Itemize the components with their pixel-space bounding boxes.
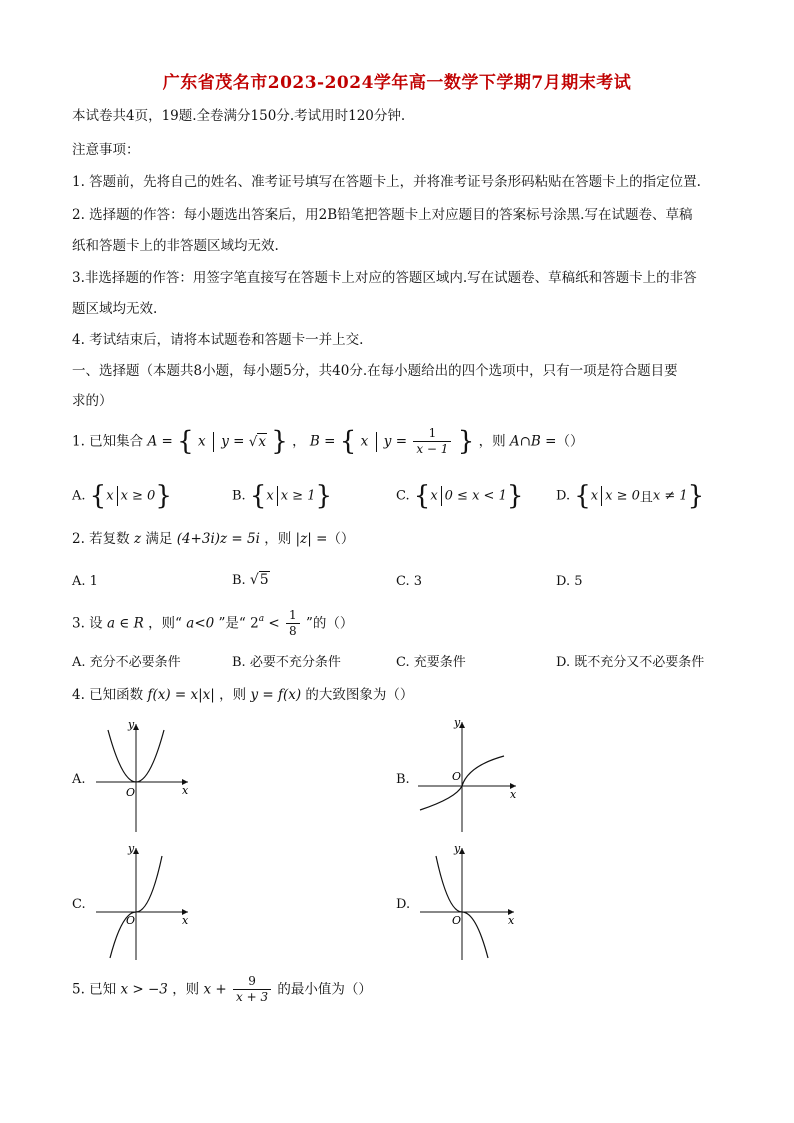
q1-fraction bbox=[413, 426, 451, 457]
q2-option-d[interactable]: D. 5 bbox=[556, 574, 583, 589]
note-2-cont: 纸和答题卡上的非答题区域均无效. bbox=[72, 238, 279, 254]
graph-c-origin: O bbox=[126, 914, 136, 927]
q1-opt-a-right-brace: } bbox=[155, 481, 172, 511]
q3-prompt: 3. 设 bbox=[72, 615, 103, 632]
section-heading-cont: 求的） bbox=[72, 393, 113, 409]
question-4 bbox=[72, 686, 413, 704]
q3-frac-numerator: 1 bbox=[286, 608, 300, 624]
q3-lt: < bbox=[268, 615, 280, 632]
q1-sqrt-radicand: x bbox=[258, 433, 266, 450]
graph-b-y-label: y bbox=[454, 716, 461, 729]
q5-frac-numerator: 9 bbox=[233, 974, 271, 990]
q1-set-b-name: B bbox=[309, 433, 320, 450]
q5-fraction bbox=[233, 974, 271, 1005]
graph-a-y-label: y bbox=[128, 718, 135, 731]
q4-graph-b[interactable] bbox=[412, 716, 522, 836]
q1-set-a-name: A bbox=[147, 433, 158, 450]
q1-opt-d-cond2: x ≠ 1 bbox=[652, 488, 688, 504]
q1-opt-b-right-brace: } bbox=[315, 481, 333, 511]
q4-option-c-label[interactable]: C. bbox=[72, 897, 86, 912]
q1-option-d-label: D. bbox=[556, 488, 571, 504]
q2-option-b[interactable] bbox=[232, 572, 270, 588]
note-3: 3.非选择题的作答：用签字笔直接写在答题卡上对应的答题区域内.写在试题卷、草稿纸和答题卡上的非答 bbox=[72, 270, 697, 286]
note-1: 1. 答题前，先将自己的姓名、准考证号填写在答题卡上，并将准考证号条形码粘贴在答题卡上的指定位置. bbox=[72, 174, 701, 190]
q3-fraction bbox=[286, 608, 300, 639]
q3-exponent: a bbox=[258, 614, 265, 624]
question-1 bbox=[72, 426, 583, 457]
q1-opt-c-right-brace: } bbox=[506, 481, 524, 511]
graph-a-origin: O bbox=[126, 786, 136, 799]
q3-is: ”是“ bbox=[218, 615, 246, 632]
q1-option-c-label: C. bbox=[396, 488, 410, 504]
q1-eq-a: = bbox=[161, 433, 173, 450]
q1-opt-a-bar bbox=[117, 486, 118, 506]
q1-opt-c-left-brace: { bbox=[413, 481, 431, 511]
q1-set-b-eq: = bbox=[395, 433, 408, 450]
q2-then: ，则 bbox=[264, 531, 292, 547]
q2-blank: =（） bbox=[316, 531, 355, 547]
notes-heading: 注意事项： bbox=[72, 142, 140, 158]
q4-tail: 的大致图象为（） bbox=[305, 687, 414, 703]
note-2: 2. 选择题的作答：每小题选出答案后，用2B铅笔把答题卡上对应题目的答案标号涂黑.写在试题卷、草稿 bbox=[72, 207, 693, 223]
q1-opt-a-cond: x ≥ 0 bbox=[120, 488, 156, 504]
q4-option-d-label[interactable]: D. bbox=[396, 897, 411, 912]
q1-intersection: A∩B bbox=[509, 433, 541, 450]
q3-option-c[interactable]: C. 充要条件 bbox=[396, 655, 466, 670]
q1-frac-denominator: x − 1 bbox=[416, 442, 449, 456]
q3-a-lt-zero: a<0 bbox=[186, 615, 215, 632]
q2-sqrt-5: √5 bbox=[249, 572, 269, 588]
q3-condition: a ∈ R bbox=[106, 615, 144, 632]
graph-d-y-label: y bbox=[454, 842, 461, 855]
graph-b-origin: O bbox=[452, 770, 462, 783]
q1-opt-d-cond1: x ≥ 0 bbox=[605, 488, 640, 504]
q1-frac-numerator: 1 bbox=[413, 426, 451, 442]
q1-opt-c-cond: 0 ≤ x < 1 bbox=[444, 488, 507, 504]
q1-option-a-label: A. bbox=[72, 488, 86, 504]
q1-opt-b-var: x bbox=[266, 488, 274, 504]
q5-condition: x > −3 bbox=[120, 981, 168, 998]
q3-then: ，则“ bbox=[148, 615, 182, 632]
question-2 bbox=[72, 530, 354, 548]
q1-opt-c-var: x bbox=[430, 488, 438, 504]
q4-y-equals-f: y = f(x) bbox=[250, 687, 302, 703]
q1-option-a[interactable] bbox=[72, 481, 172, 511]
q1-set-b-var: x bbox=[360, 433, 369, 450]
q1-opt-d-right-brace: } bbox=[687, 481, 705, 511]
q5-frac-denominator: x + 3 bbox=[236, 990, 269, 1004]
q4-graph-c[interactable] bbox=[88, 842, 198, 962]
q4-option-b-label[interactable]: B. bbox=[396, 772, 410, 787]
q1-opt-b-left-brace: { bbox=[249, 481, 267, 511]
q5-then: ，则 bbox=[172, 981, 200, 998]
q1-set-b-bar bbox=[376, 432, 377, 452]
q1-set-a-y: y bbox=[221, 433, 229, 450]
q1-then: ，则 bbox=[478, 433, 506, 450]
q1-opt-d-bar bbox=[601, 486, 602, 506]
q1-set-a-var: x bbox=[197, 433, 206, 450]
q1-prompt: 1. 已知集合 bbox=[72, 433, 144, 450]
q4-then: ，则 bbox=[219, 687, 247, 703]
graph-c-x-label: x bbox=[182, 914, 189, 927]
q4-graph-d[interactable] bbox=[412, 842, 522, 962]
q5-plus: + bbox=[215, 981, 227, 998]
q3-option-d[interactable]: D. 既不充分又不必要条件 bbox=[556, 655, 705, 670]
q1-option-b-label: B. bbox=[232, 488, 246, 504]
question-3 bbox=[72, 608, 353, 639]
graph-a-x-label: x bbox=[182, 784, 189, 797]
q2-satisfy: 满足 bbox=[145, 531, 173, 547]
q1-sqrt-x: √x bbox=[248, 433, 266, 450]
q1-option-b[interactable] bbox=[232, 481, 333, 511]
q3-option-b[interactable]: B. 必要不充分条件 bbox=[232, 655, 341, 670]
q2-prompt: 2. 若复数 bbox=[72, 531, 130, 547]
q1-set-a-left-brace: { bbox=[177, 426, 194, 457]
q1-blank: =（） bbox=[545, 433, 584, 450]
q5-prompt: 5. 已知 bbox=[72, 981, 117, 998]
q1-set-b-y: y bbox=[383, 433, 392, 450]
q1-option-d[interactable] bbox=[556, 481, 705, 511]
q1-set-b-right-brace: } bbox=[457, 426, 475, 457]
q3-base-2: 2 bbox=[250, 615, 259, 632]
q1-opt-d-left-brace: { bbox=[574, 481, 591, 511]
q1-set-b-left-brace: { bbox=[339, 426, 357, 457]
graph-d-origin: O bbox=[452, 914, 462, 927]
q1-set-a-right-brace: } bbox=[271, 426, 288, 457]
q1-opt-d-var: x bbox=[590, 488, 599, 504]
section-heading: 一、选择题（本题共8小题，每小题5分，共40分.在每小题给出的四个选项中，只有一项是符合题目要 bbox=[72, 363, 678, 379]
exam-intro: 本试卷共4页，19题.全卷满分150分.考试用时120分钟. bbox=[72, 108, 406, 124]
q1-opt-b-bar bbox=[277, 486, 278, 506]
question-5 bbox=[72, 974, 372, 1005]
q5-var-x: x bbox=[203, 981, 212, 998]
q2-option-a[interactable]: A. 1 bbox=[72, 574, 98, 589]
q1-comma: ， bbox=[292, 433, 306, 450]
q4-option-a-label[interactable]: A. bbox=[72, 772, 86, 787]
q1-opt-a-var: x bbox=[106, 488, 114, 504]
exam-title: 广东省茂名市2023-2024学年高一数学下学期7月期末考试 bbox=[162, 73, 632, 93]
q2-var-z: z bbox=[133, 531, 142, 547]
q1-set-a-eq: = bbox=[233, 433, 245, 450]
note-3-cont: 题区域均无效. bbox=[72, 301, 158, 317]
graph-c-y-label: y bbox=[128, 842, 135, 855]
q5-tail: 的最小值为（） bbox=[277, 981, 372, 998]
q1-opt-a-left-brace: { bbox=[89, 481, 107, 511]
q2-abs-z: |z| bbox=[295, 531, 312, 547]
q3-tail: ”的（） bbox=[305, 615, 354, 632]
q1-opt-b-cond: x ≥ 1 bbox=[280, 488, 316, 504]
q1-opt-c-bar bbox=[441, 486, 442, 506]
q2-sqrt-radicand: 5 bbox=[259, 572, 269, 588]
q2-option-c[interactable]: C. 3 bbox=[396, 574, 423, 589]
q2-equation: (4+3i)z = 5i bbox=[176, 531, 260, 547]
q3-frac-denominator: 8 bbox=[289, 624, 297, 638]
graph-d-x-label: x bbox=[508, 914, 515, 927]
q2-option-b-label: B. bbox=[232, 573, 246, 588]
note-4: 4. 考试结束后，请将本试题卷和答题卡一并上交. bbox=[72, 332, 364, 348]
q3-option-a[interactable]: A. 充分不必要条件 bbox=[72, 655, 181, 670]
q1-eq-b: = bbox=[324, 433, 336, 450]
q1-opt-d-and: 且 bbox=[639, 490, 653, 506]
q4-graph-a[interactable] bbox=[88, 716, 198, 836]
graph-b-x-label: x bbox=[510, 788, 517, 801]
q1-set-a-bar bbox=[213, 432, 214, 452]
q1-option-c[interactable] bbox=[396, 481, 524, 511]
q4-prompt: 4. 已知函数 bbox=[72, 687, 144, 703]
q4-function-def: f(x) = x|x| bbox=[147, 687, 215, 703]
